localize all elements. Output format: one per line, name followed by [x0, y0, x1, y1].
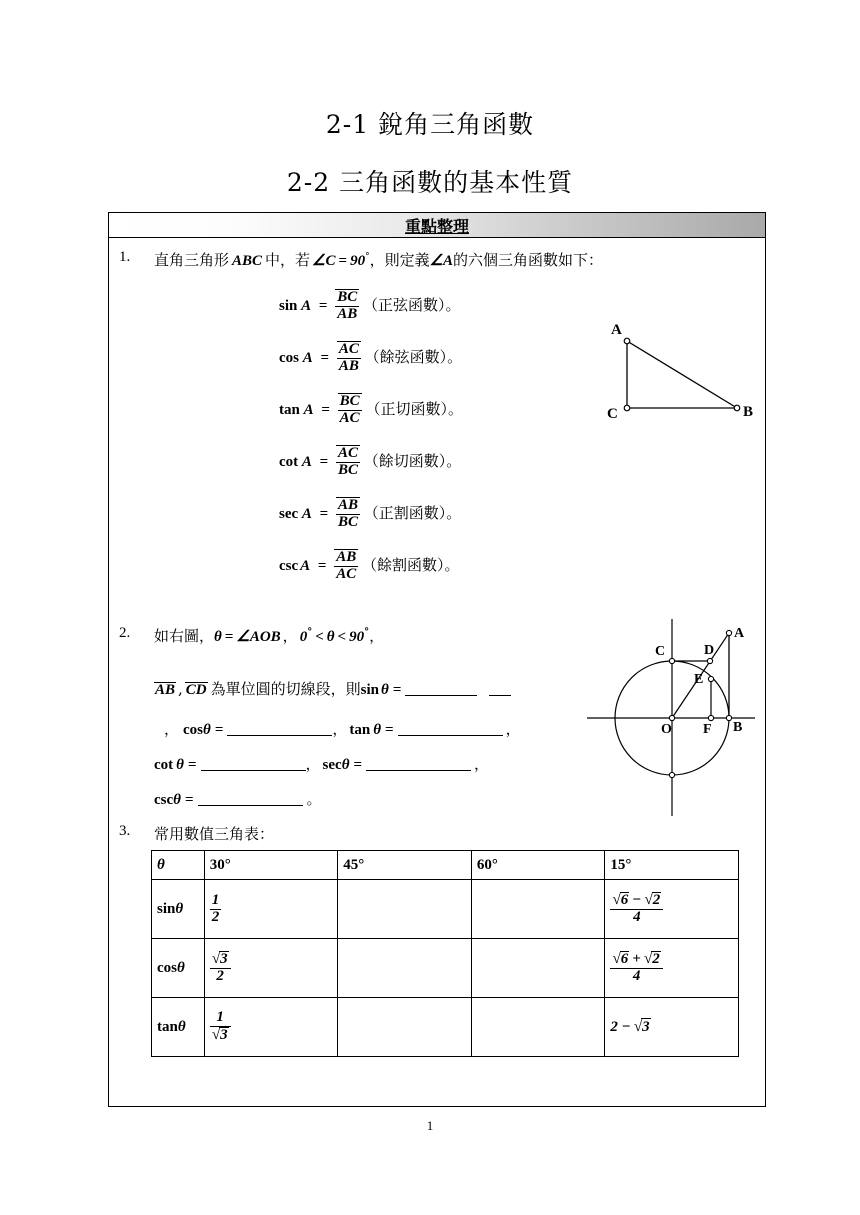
unit-circle-figure [577, 611, 767, 826]
answer-blank-csc[interactable] [198, 791, 303, 806]
def-4-fn: sec [279, 505, 299, 522]
item2-theta-2: θ [326, 629, 335, 645]
item1-abc: ABC [232, 253, 263, 269]
cell-cos-30-radicand: 3 [220, 951, 228, 968]
answer-blank-sin-overflow[interactable] [489, 681, 511, 696]
item2-csc-theta: θ [173, 792, 181, 808]
cell-sin-15 [605, 880, 739, 939]
def-1-denominator: AB [338, 357, 359, 374]
def-5-arg: A [300, 557, 311, 574]
cell-cos-15-radicand-right: 2 [652, 951, 660, 968]
item2-degree-1: ° [307, 627, 313, 638]
item2-comma-6: ， [305, 755, 321, 773]
def-0-name: （正弦函數）。 [362, 295, 461, 314]
cell-tan-30-den: √3 [210, 1026, 231, 1044]
def-3-fn: cot [279, 453, 299, 470]
item-number-3: 3. [119, 823, 131, 839]
item-number-2: 2. [119, 625, 131, 641]
item2-sin-theta: θ [381, 682, 389, 698]
item1-angle-a: ∠A [429, 253, 454, 269]
def-3-fraction [336, 445, 360, 479]
item1-lead-c: ，則定義 [369, 251, 430, 269]
cell-cos-60 [471, 939, 605, 998]
item2-tan-label: tan [349, 722, 371, 738]
definition-cot: cot A = $\frac{AC}{BC}$ （餘切函數）。 [279, 445, 462, 478]
item2-line2-text: 為單位圓的切線段，則 [210, 680, 361, 698]
definition-csc: csc A = $\frac{AB}{AC}$ （餘割函數）。 [279, 549, 460, 582]
def-2-fn: tan [279, 401, 300, 418]
item-2-statement-line-3 [164, 718, 521, 739]
item2-comma-5: ， [505, 720, 521, 738]
cell-sin-60 [471, 880, 605, 939]
cell-cos-15-op: + [632, 951, 641, 968]
table-header-theta: θ [152, 851, 205, 880]
table-row-label-tan: tanθ [152, 998, 205, 1057]
def-5-fraction [334, 549, 358, 583]
circle-label-D: D [704, 643, 715, 658]
item2-cot-theta: θ [176, 757, 184, 773]
def-0-numerator: BC [337, 289, 358, 305]
item-number-1: 1. [119, 249, 131, 265]
item1-lead-a: 直角三角形 [154, 251, 230, 269]
cell-tan-45 [338, 998, 472, 1057]
cell-cos-15 [605, 939, 739, 998]
cell-tan-15-radicand: 3 [642, 1019, 650, 1035]
def-3-denominator: BC [337, 461, 358, 478]
item2-degree-2: ° [364, 627, 370, 638]
cell-sin-30 [204, 880, 338, 939]
table-header-45: 45° [338, 851, 472, 880]
item-2-statement-line-2 [154, 678, 511, 699]
def-1-arg: A [302, 349, 313, 366]
table-row-sin [152, 880, 739, 939]
def-1-name: （餘弦函數）。 [364, 347, 463, 366]
item2-cos-label: cos [183, 722, 204, 738]
item-2-statement-line-4 [154, 753, 489, 774]
item2-segment-ab: AB [155, 682, 176, 698]
right-triangle-figure [589, 323, 759, 433]
content-frame [108, 212, 766, 1107]
def-0-arg: A [301, 297, 312, 314]
def-4-arg: A [301, 505, 312, 522]
circle-label-C: C [655, 644, 666, 659]
answer-blank-sin[interactable] [405, 681, 477, 696]
def-4-numerator: AB [337, 497, 358, 513]
cell-sin-15-op: − [632, 892, 642, 909]
item2-comma-3: ， [164, 720, 180, 738]
def-4-fraction [336, 497, 360, 531]
cell-tan-30 [204, 998, 338, 1057]
trig-values-table [151, 850, 739, 1057]
cell-sin-15-radicand-right: 2 [652, 892, 661, 909]
cell-sin-45 [338, 880, 472, 939]
item2-angle-aob: ∠AOB [236, 629, 281, 645]
cell-cos-15-den: 4 [610, 968, 662, 985]
cell-cos-30-num: √3 [211, 950, 228, 968]
item2-sec-label: sec [322, 757, 342, 773]
table-row-cos [152, 939, 739, 998]
item-3-caption: 常用數值三角表： [154, 825, 275, 843]
triangle-label-C: C [607, 406, 618, 422]
item2-comma-4: ， [332, 720, 348, 738]
item2-theta-1: θ [214, 629, 222, 645]
item2-comma-2: ， [369, 627, 385, 645]
cell-tan-15-lead: 2 − [610, 1019, 631, 1035]
circle-label-A: A [734, 626, 745, 641]
cell-tan-15: 2 − √3 [605, 998, 739, 1057]
def-3-name: （餘切函數）。 [363, 451, 462, 470]
answer-blank-cot[interactable] [201, 756, 306, 771]
def-3-numerator: AC [337, 445, 358, 461]
def-5-denominator: AC [336, 565, 357, 582]
def-0-fraction [335, 289, 359, 323]
def-4-name: （正割函數）。 [363, 503, 462, 522]
item2-cos-eq: = [214, 722, 224, 738]
circle-label-F: F [703, 722, 712, 737]
item2-cos-theta: θ [203, 722, 211, 738]
item1-lead-b: 中，若 [265, 251, 311, 269]
cell-cos-30 [204, 939, 338, 998]
item2-sec-eq: = [353, 757, 363, 773]
table-row-label-sin: sinθ [152, 880, 205, 939]
item2-csc-label: csc [154, 792, 174, 808]
cell-cos-15-radicand-left: 6 [620, 951, 629, 968]
triangle-label-B: B [743, 404, 754, 420]
def-2-name: （正切函數）。 [365, 399, 463, 418]
cell-cos-30-den: 2 [210, 968, 231, 985]
cell-sin-30-den: 2 [211, 908, 220, 925]
triangle-label-A: A [611, 323, 622, 338]
page-title-secondary: 2-2 三角函數的基本性質 [286, 168, 574, 197]
item1-eq: = [338, 253, 348, 269]
def-3-arg: A [301, 453, 312, 470]
def-1-fn: cos [279, 349, 299, 366]
page-title-primary: 2-1 銳角三角函數 [325, 110, 535, 139]
item1-lead-d: 的六個三角函數如下： [453, 251, 604, 269]
item2-segment-cd: CD [185, 682, 207, 698]
item-1-statement [154, 249, 603, 270]
cell-sin-15-den: 4 [610, 909, 663, 926]
item2-eq-1: = [224, 629, 234, 645]
cell-sin-15-num: √6 − √2 [612, 891, 661, 909]
circle-label-E: E [694, 672, 704, 687]
item2-sec-theta: θ [341, 757, 350, 773]
table-header-30: 30° [204, 851, 338, 880]
item-2-statement-line-1 [154, 625, 384, 646]
item2-zero: 0 [299, 629, 308, 645]
def-2-denominator: AC [339, 409, 360, 426]
item-2-statement-line-5 [154, 788, 322, 809]
table-header-15: 15° [605, 851, 739, 880]
definition-sin: sin A = $\frac{BC}{AB}$ （正弦函數）。 [279, 289, 461, 322]
item2-comma-1: ， [282, 627, 298, 645]
def-0-fn: sin [279, 297, 298, 314]
definition-cos: cos A = $\frac{AC}{AB}$ （餘弦函數）。 [279, 341, 463, 374]
item2-sin-label: sin [360, 682, 380, 698]
answer-blank-sec[interactable] [366, 756, 471, 771]
section-header-label: 重點整理 [404, 216, 469, 236]
cell-sin-30-num: 1 [211, 891, 220, 908]
cell-tan-30-num: 1 [216, 1009, 224, 1026]
table-header-60: 60° [471, 851, 605, 880]
item2-ninety: 90 [349, 629, 365, 645]
item2-cot-eq: = [187, 757, 197, 773]
section-header-bar [109, 213, 765, 238]
table-row-label-cos: cosθ [152, 939, 205, 998]
cell-cos-45 [338, 939, 472, 998]
item2-segment-comma: , [178, 680, 183, 698]
def-2-arg: A [303, 401, 314, 418]
item2-lt-1: < [315, 629, 324, 645]
item2-lead: 如右圖， [154, 627, 215, 645]
def-5-name: （餘割函數）。 [362, 555, 460, 574]
page-number-footer: 1 [426, 1118, 434, 1133]
item2-tan-theta: θ [373, 722, 382, 738]
answer-blank-cos[interactable] [227, 721, 332, 736]
item1-angle-c: ∠C [312, 253, 336, 269]
cell-tan-60 [471, 998, 605, 1057]
definition-tan: tan A = $\frac{BC}{AC}$ （正切函數）。 [279, 393, 463, 426]
def-1-numerator: AC [338, 341, 359, 357]
item2-lt-2: < [337, 629, 347, 645]
item2-period: 。 [306, 790, 322, 808]
circle-label-O: O [661, 722, 672, 737]
def-2-numerator: BC [339, 393, 360, 409]
table-row-tan [152, 998, 739, 1057]
def-5-numerator: AB [336, 549, 357, 565]
answer-blank-tan[interactable] [398, 721, 503, 736]
item2-cot-label: cot [154, 757, 174, 773]
item1-degree: ° [365, 252, 370, 262]
item2-csc-eq: = [184, 792, 194, 808]
item1-ninety: 90 [350, 253, 366, 269]
item2-comma-7: ， [474, 755, 490, 773]
table-header-row [152, 851, 739, 880]
definition-sec: sec A = $\frac{AB}{BC}$ （正割函數）。 [279, 497, 462, 530]
circle-label-B: B [733, 720, 743, 735]
def-2-fraction [338, 393, 362, 427]
item2-sin-eq: = [392, 682, 402, 698]
item2-tan-eq: = [385, 722, 394, 738]
cell-sin-15-radicand-left: 6 [620, 892, 629, 909]
def-1-fraction [337, 341, 361, 375]
cell-tan-30-radicand: 3 [220, 1027, 228, 1043]
cell-cos-15-num: √6 + √2 [612, 950, 660, 968]
def-5-fn: csc [279, 557, 299, 574]
def-4-denominator: BC [337, 513, 358, 530]
def-0-denominator: AB [337, 305, 358, 322]
